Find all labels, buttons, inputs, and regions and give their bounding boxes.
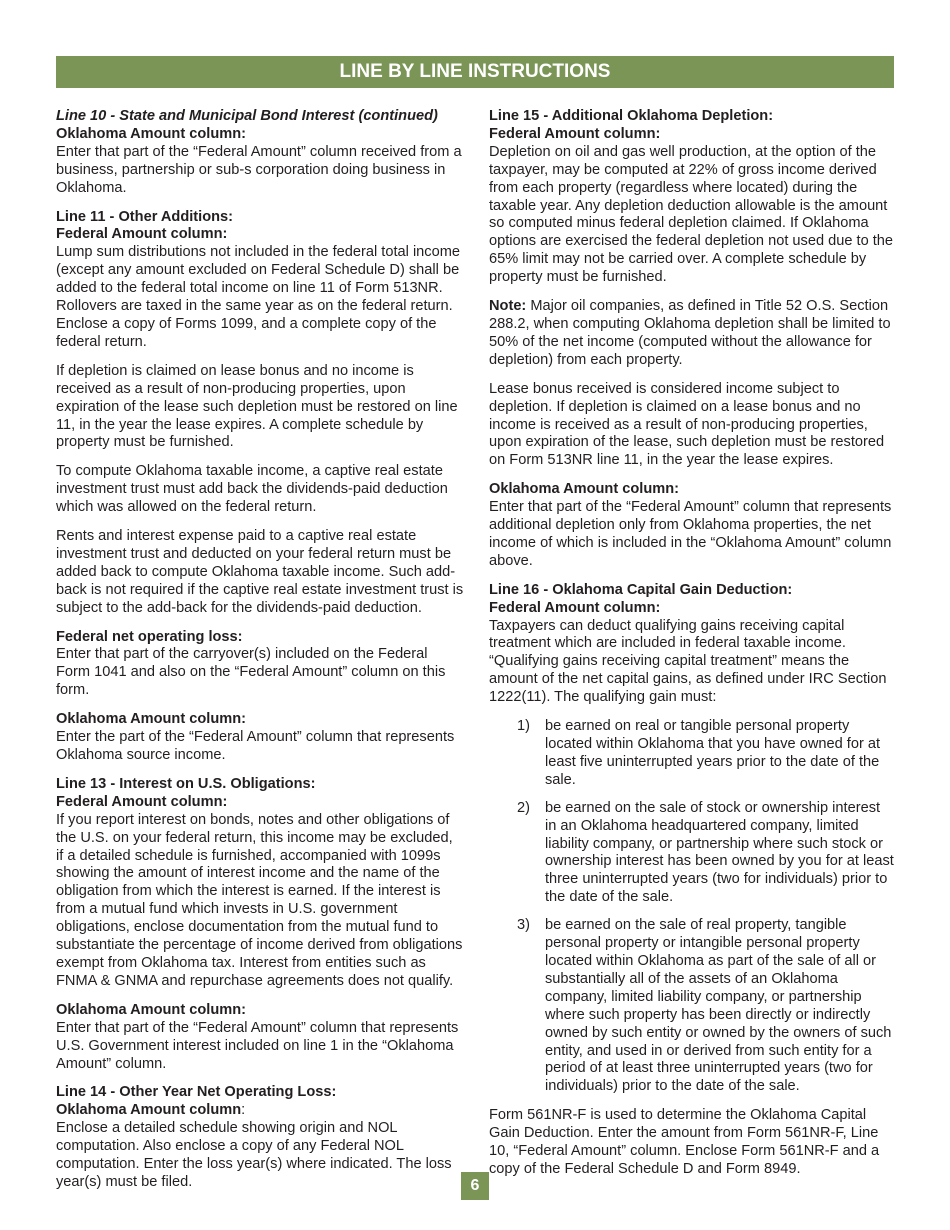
line14-section (56, 1084, 464, 1191)
federal-nol-section (56, 629, 464, 701)
line13-heading: Line 13 - Interest on U.S. Obligations: (56, 775, 316, 792)
line13-subheading: Federal Amount column: (56, 793, 228, 810)
line10-section (56, 108, 464, 198)
list-item-text: be earned on real or tangible personal property located within Oklahoma that you have owned for at least five uninterrupted years prior to the date of the sale. (545, 718, 881, 788)
line11-subheading: Federal Amount column: (56, 226, 228, 243)
oklahoma-amount-section-2 (56, 1002, 464, 1074)
line15-paragraph-3: Lease bonus received is considered income subject to depletion. If depletion is claimed on a lease bonus and no income is received as a result of non-producing properties, upon expiration of the lease, such depletion must be restored on Form 513NR line 11, in the year the lease expires. (489, 380, 885, 469)
oklahoma-amount-paragraph-3: Enter that part of the “Federal Amount” column that represents additional depletion only from Oklahoma properties, the net income of which is included in the “Oklahoma Amount” column above. (489, 499, 892, 569)
line10-subheading: Oklahoma Amount column: (56, 125, 246, 142)
line14-subheading-wrap (56, 1102, 464, 1120)
line16-paragraph-1: Taxpayers can deduct qualifying gains receiving capital treatment which are included in federal taxable income. “Qualifying gains receiving capital treatment” means the amount of the net capital gains, as defined under IRC Section 1222(11). The qualifying gain must: (489, 617, 887, 706)
list-item-text: be earned on the sale of real property, tangible personal property or intangible personal property located within Oklahoma as part of the sale of all or substantially all of the assets of an Oklahoma company, limited liability company, or partnership where such property has been directly or indirectly owned by such entity or owned by the owners of such entity, and used in or derived from such entity for a period of at least three uninterrupted years (two for individuals) prior to the date of the sale. (545, 917, 892, 1095)
oklahoma-amount-section-1 (56, 711, 464, 765)
list-item (489, 718, 895, 790)
oklahoma-amount-heading-3: Oklahoma Amount column: (489, 481, 679, 498)
list-item (489, 800, 895, 907)
oklahoma-amount-heading-1: Oklahoma Amount column: (56, 711, 246, 728)
line13-paragraph: If you report interest on bonds, notes and other obligations of the U.S. on your federal return, this income may be excluded, if a detailed schedule is furnished, accompanied with 1099s showing the amount of interest income and the name of the obligation from which the interest is earned. If the interest is from a mutual fund which invests in U.S. government obligations, enclose documentation from the mutual fund to substantiate the percentage of income derived from obligations exempt from Oklahoma tax. Interest from entities such as FNMA & GNMA and repurchase agreements does not qualify. (56, 811, 463, 989)
oklahoma-amount-heading-2: Oklahoma Amount column: (56, 1001, 246, 1018)
line16-section (489, 582, 895, 1179)
note-label: Note: (489, 298, 527, 315)
line15-note (489, 298, 895, 370)
line15-heading: Line 15 - Additional Oklahoma Depletion: (489, 108, 774, 124)
line15-paragraph-1: Depletion on oil and gas well production, at the option of the taxpayer, may be computed at 22% of gross income derived from each property (regardless where located) during the taxable year. Any depletion deduction allowable is the amount so computed minus federal depletion claimed. If Oklahoma options are exercised the federal depletion not used due to the 65% limit may not be carried over. A complete schedule by property must be furnished. (489, 143, 894, 286)
oklahoma-amount-section-3 (489, 481, 895, 571)
line10-heading: Line 10 - State and Municipal Bond Interest (continued) (56, 108, 438, 124)
page-number: 6 (461, 1172, 489, 1200)
section-banner: LINE BY LINE INSTRUCTIONS (56, 56, 894, 88)
oklahoma-amount-paragraph-1: Enter the part of the “Federal Amount” column that represents Oklahoma source income. (56, 729, 455, 763)
qualifying-gain-list (489, 718, 895, 1096)
line11-paragraph-2: If depletion is claimed on lease bonus and no income is received as a result of non-producing properties, upon expiration of the lease such depletion must be restored on line 11, in the year the lease expires. A complete schedule by property must be furnished. (56, 362, 458, 451)
line16-subheading: Federal Amount column: (489, 599, 661, 616)
line11-paragraph-1: Lump sum distributions not included in the federal total income (except any amount excluded on Federal Schedule D) shall be added to the federal total income on line 11 of Form 513NR. Rollovers are taxed in the same year as on the federal return. Enclose a copy of Forms 1099, and a complete copy of the federal return. (56, 244, 460, 350)
left-column (56, 108, 464, 1203)
list-item-number: 2) (517, 799, 530, 816)
list-item-number: 1) (517, 718, 530, 735)
line16-paragraph-2: Form 561NR-F is used to determine the Oklahoma Capital Gain Deduction. Enter the amount from Form 561NR-F, Line 10, “Federal Amount” column. Enclose Form 561NR-F and a copy of the Federal Schedule D and Form 8949. (489, 1107, 880, 1177)
line14-subheading-colon: : (241, 1102, 246, 1119)
line10-paragraph: Enter that part of the “Federal Amount” column received from a business, partnership or sub-s corporation doing business in Oklahoma. (56, 143, 462, 196)
line14-paragraph: Enclose a detailed schedule showing origin and NOL computation. Also enclose a copy of any Federal NOL computation. Enter the loss year(s) where indicated. The loss year(s) must be filed. (56, 1120, 452, 1190)
line15-section (489, 108, 895, 470)
line16-heading: Line 16 - Oklahoma Capital Gain Deduction: (489, 581, 793, 598)
line11-paragraph-3: To compute Oklahoma taxable income, a captive real estate investment trust must add back the dividends-paid deduction which was allowed on the federal return. (56, 463, 448, 516)
line11-paragraph-4: Rents and interest expense paid to a captive real estate investment trust and deducted on your federal return must be added back to compute Oklahoma taxable income. Such add-back is not required if the captive real estate investment trust is subject to the add-back for the dividends-paid deduction. (56, 528, 464, 616)
list-item-number: 3) (517, 917, 530, 934)
note-text: Major oil companies, as defined in Title 52 O.S. Section 288.2, when computing Oklahoma depletion shall be limited to 50% of the net income (computed without the allowance for depletion) from each property. (489, 298, 891, 368)
line14-subheading: Oklahoma Amount column (56, 1102, 242, 1119)
line11-section (56, 209, 464, 618)
right-column (489, 108, 895, 1190)
list-item (489, 917, 895, 1096)
federal-nol-paragraph: Enter that part of the carryover(s) included on the Federal Form 1041 and also on the “Federal Amount” column on this form. (56, 646, 446, 699)
line14-heading: Line 14 - Other Year Net Operating Loss: (56, 1084, 337, 1101)
list-item-text: be earned on the sale of stock or ownership interest in an Oklahoma headquartered company, limited liability company, or partnership where such stock or ownership interest has been owned by you for at least three uninterrupted years (two for individuals) prior to the date of the sale. (545, 799, 894, 906)
line13-section (56, 776, 464, 991)
line15-subheading: Federal Amount column: (489, 125, 661, 142)
line11-heading: Line 11 - Other Additions: (56, 208, 234, 225)
federal-nol-heading: Federal net operating loss: (56, 628, 243, 645)
oklahoma-amount-paragraph-2: Enter that part of the “Federal Amount” column that represents U.S. Government interest included on line 1 in the “Oklahoma Amount” column. (56, 1019, 459, 1072)
